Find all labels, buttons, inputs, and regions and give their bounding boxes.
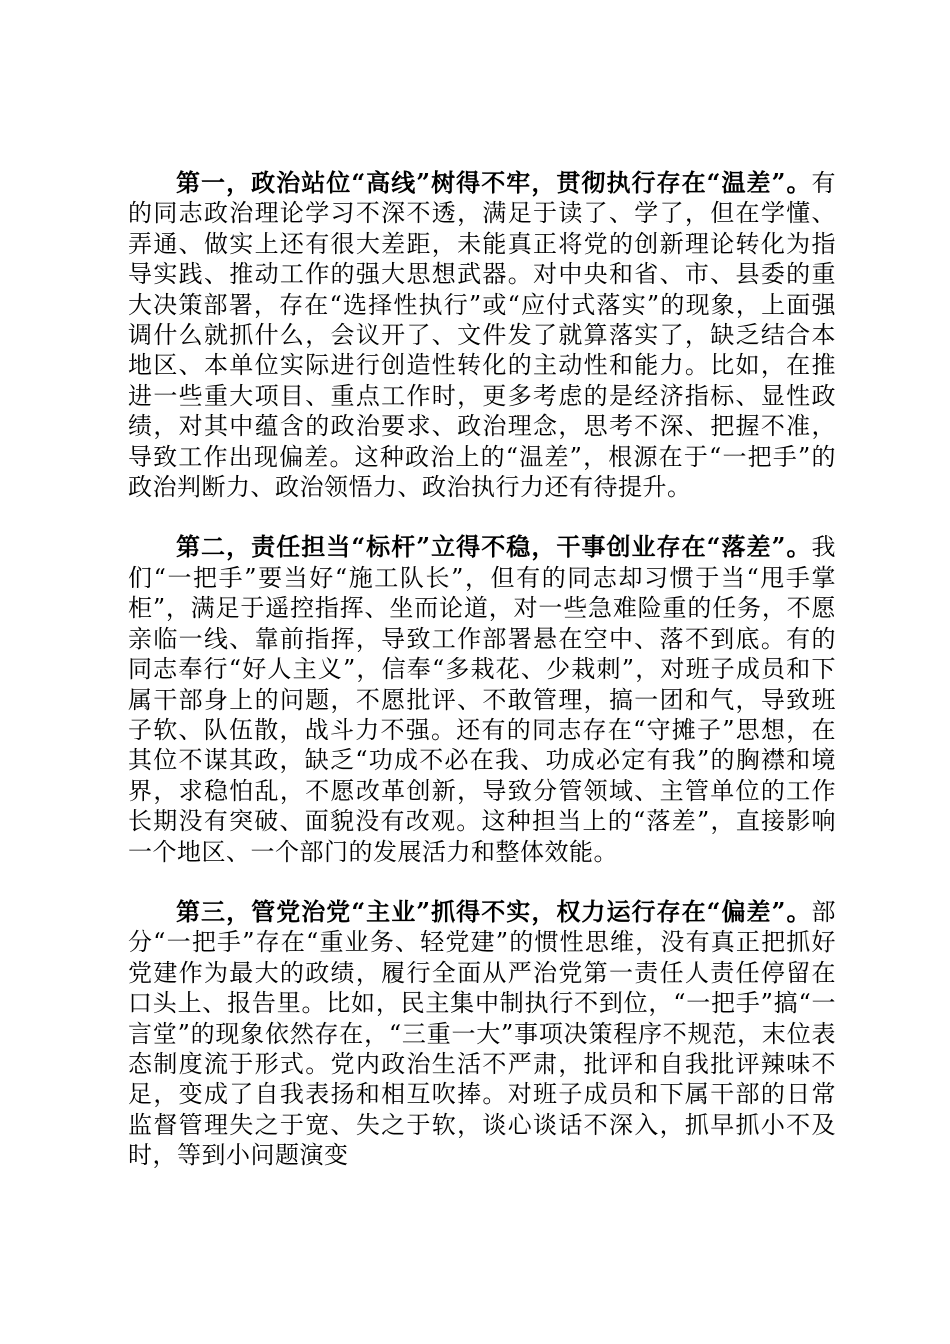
paragraph-3-text: 部分“一把手”存在“重业务、轻党建”的惯性思维，没有真正把抓好党建作为最大的政绩，履行全面从严治党第一责任人责任停留在口头上、报告里。比如，民主集中制执行不到位，“一把手”搞“一言堂”的现象依然存在，“三重一大”事项决策程序不规范，末位表态制度流于形式。党内政治生活不严肃，批评和自我批评辣味不足，变成了自我表扬和相互吹捧。对班子成员和下属干部的日常监督管理失之于宽、失之于软，谈心谈话不深入，抓早抓小不及时，等到小问题演变 — [128, 897, 836, 1170]
paragraph-1-text: 有的同志政治理论学习不深不透，满足于读了、学了，但在学懂、弄通、做实上还有很大差距，未能真正将党的创新理论转化为指导实践、推动工作的强大思想武器。对中央和省、市、县委的重大决策部署，存在“选择性执行”或“应付式落实”的现象，上面强调什么就抓什么，会议开了、文件发了就算落实了，缺乏结合本地区、本单位实际进行创造性转化的主动性和能力。比如，在推进一些重大项目、重点工作时，更多考虑的是经济指标、显性政绩，对其中蕴含的政治要求、政治理念，思考不深、把握不准，导致工作出现偏差。这种政治上的“温差”，根源在于“一把手”的政治判断力、政治领悟力、政治执行力还有待提升。 — [128, 169, 836, 502]
paragraph-1 — [128, 168, 836, 502]
paragraph-2-heading: 第二，责任担当“标杆”立得不稳，干事创业存在“落差”。 — [176, 532, 812, 562]
paragraph-2 — [128, 532, 836, 866]
paragraph-3-heading: 第三，管党治党“主业”抓得不实，权力运行存在“偏差”。 — [176, 896, 812, 926]
paragraph-3 — [128, 897, 836, 1171]
paragraph-2-text: 我们“一把手”要当好“施工队长”，但有的同志却习惯于当“甩手掌柜”，满足于遥控指挥、坐而论道，对一些急难险重的任务，不愿亲临一线、靠前指挥，导致工作部署悬在空中、落不到底。有的同志奉行“好人主义”，信奉“多栽花、少栽刺”，对班子成员和下属干部身上的问题，不愿批评、不敢管理，搞一团和气，导致班子软、队伍散，战斗力不强。还有的同志存在“守摊子”思想，在其位不谋其政，缺乏“功成不必在我、功成必定有我”的胸襟和境界，求稳怕乱，不愿改革创新，导致分管领域、主管单位的工作长期没有突破、面貌没有改观。这种担当上的“落差”，直接影响一个地区、一个部门的发展活力和整体效能。 — [128, 533, 836, 866]
document-body — [128, 168, 836, 1171]
paragraph-1-heading: 第一，政治站位“高线”树得不牢，贯彻执行存在“温差”。 — [176, 168, 812, 197]
